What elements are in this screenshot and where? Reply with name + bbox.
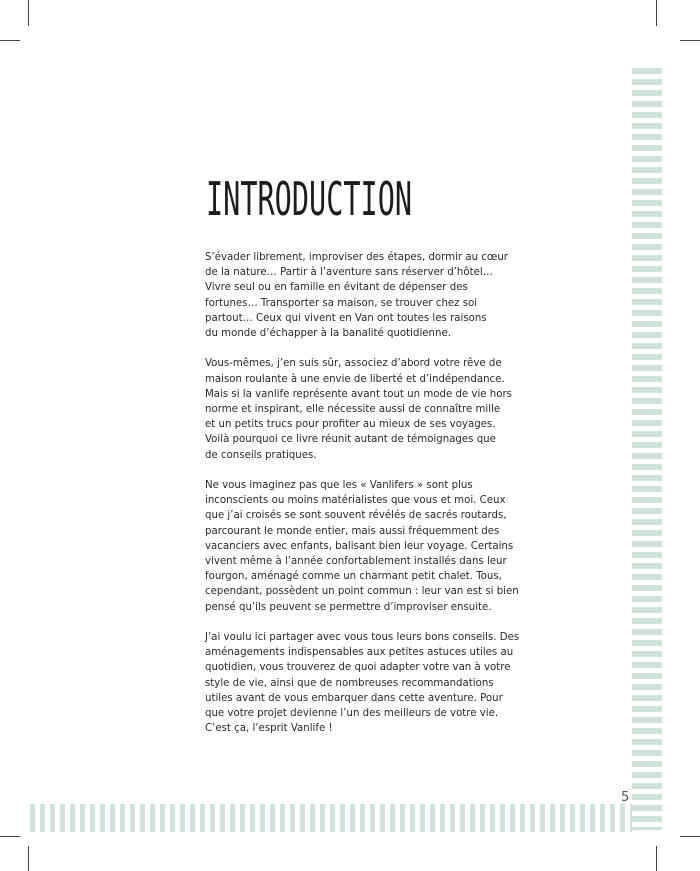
paragraph <box>205 478 519 615</box>
page-title: INTRODUCTION <box>206 172 413 226</box>
text-line: pensé qu’ils peuvent se permettre d’improviser ensuite. <box>205 601 492 613</box>
text-line: et un petits trucs pour profiter au mieux de ses voyages. <box>205 419 496 431</box>
right-stripe-band <box>632 68 662 830</box>
text-line: Voilà pourquoi ce livre réunit autant de témoignages que <box>205 434 496 446</box>
text-line: inconscients ou moins matérialistes que vous et moi. Ceux <box>205 495 506 507</box>
body-text <box>205 250 520 752</box>
text-line: partout… Ceux qui vivent en Van ont toutes les raisons <box>205 312 487 324</box>
text-line: norme et inspirant, elle nécessite aussi de connaître mille <box>205 404 501 416</box>
text-line: aménagements indispensables aux petites astuces utiles au <box>205 647 514 659</box>
text-line: Vous-mêmes, j’en suis sûr, associez d’abord votre rêve de <box>205 358 502 370</box>
text-line: que j’ai croisés se sont souvent révélés de sacrés routards, <box>205 510 507 522</box>
text-line: du monde d’échapper à la banalité quotidienne. <box>205 328 451 340</box>
crop-mark <box>28 0 29 26</box>
text-line: Ne vous imaginez pas que les « Vanlifers » sont plus <box>205 480 473 492</box>
page-number: 5 <box>621 790 630 805</box>
paragraph <box>205 250 508 341</box>
text-line: style de vie, ainsi que de nombreuses recommandations <box>205 677 494 689</box>
crop-mark <box>28 846 29 871</box>
text-line: de la nature… Partir à l’aventure sans réserver d’hôtel… <box>205 267 493 279</box>
crop-mark <box>680 40 700 41</box>
text-line: que votre projet devienne l’un des meilleurs de votre vie. <box>205 708 499 720</box>
text-line: Vivre seul ou en famille en évitant de dépenser des <box>205 282 468 294</box>
text-line: maison roulante à une envie de liberté et d’indépendance. <box>205 373 505 385</box>
text-line: fourgon, aménagé comme un charmant petit chalet. Tous, <box>205 571 502 583</box>
crop-mark <box>656 0 657 26</box>
text-line: utiles avant de vous embarquer dans cette aventure. Pour <box>205 692 503 704</box>
text-line: parcourant le monde entier, mais aussi fréquemment des <box>205 525 500 537</box>
text-line: vacanciers avec enfants, balisant bien leur voyage. Certains <box>205 540 514 552</box>
crop-mark <box>680 836 700 837</box>
text-line: C’est ça, l’esprit Vanlife ! <box>205 723 333 735</box>
text-line: cependant, possèdent un point commun : leur van est si bien <box>205 586 519 598</box>
text-line: vivent même à l’année confortablement installés dans leur <box>205 556 507 568</box>
text-line: S’évader librement, improviser des étapes, dormir au cœur <box>205 252 508 263</box>
text-line: Mais si la vanlife représente avant tout un mode de vie hors <box>205 388 512 400</box>
crop-mark <box>656 846 657 871</box>
paragraph <box>205 630 520 736</box>
paragraph <box>205 356 512 462</box>
bottom-stripe-band <box>30 804 632 832</box>
text-line: quotidien, vous trouverez de quoi adapter votre van à votre <box>205 662 511 674</box>
text-line: de conseils pratiques. <box>205 449 317 461</box>
crop-mark <box>0 40 20 41</box>
text-line: J’ai voulu ici partager avec vous tous leurs bons conseils. Des <box>205 632 520 644</box>
crop-mark <box>0 836 20 837</box>
text-line: fortunes… Transporter sa maison, se trouver chez soi <box>205 297 478 309</box>
